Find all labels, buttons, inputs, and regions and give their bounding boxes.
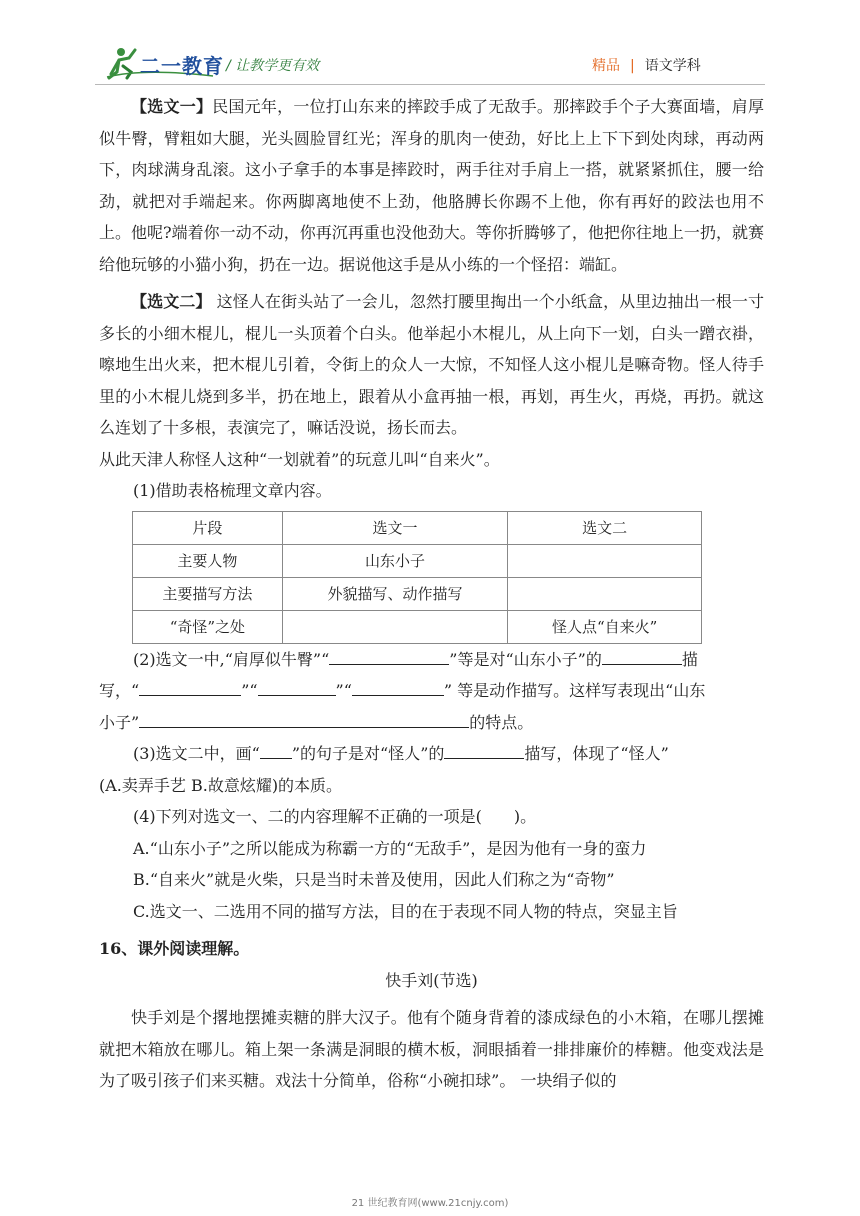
article-line: 快手刘是个撂地摆摊卖糖的胖大汉子。他有个随身背着的漆成绿色的小木箱，在哪 — [131, 1008, 716, 1027]
question-2-text: 小子” — [99, 712, 140, 732]
passage-two — [99, 286, 764, 444]
answer-blank[interactable] — [139, 709, 469, 728]
option-b[interactable]: B.“自来火”就是火柴，只是当时未普及使用，因此人们称之为“奇物” — [133, 870, 615, 889]
article-line: 他变戏法是为了吸引孩子们来买糖。戏法十分简单，俗称“小碗扣球”。 一块绢子似的 — [99, 1039, 764, 1090]
question-4: (4)下列对选文一、二的内容理解不正确的一项是( )。 — [133, 807, 537, 826]
table-cell: 外貌描写、动作描写 — [282, 577, 508, 610]
table-row — [133, 544, 702, 577]
question-1: (1)借助表格梳理文章内容。 — [133, 481, 332, 500]
passage-two-line: 根一寸多长的小细木棍儿，棍儿一头顶着个白头。他举起小木棍儿，从上向下一划，白 — [99, 292, 764, 343]
question-3-line-2: (A.卖弄手艺 B.故意炫耀)的本质。 — [99, 775, 343, 795]
article-title: 快手刘(节选) — [385, 970, 478, 990]
passage-two-line: 这怪人在街头站了一会儿，忽然打腰里掏出一个小纸盒，从里边抽出一 — [211, 292, 716, 311]
answer-blank[interactable] — [329, 646, 449, 665]
subject-label: 语文学科 — [644, 58, 701, 74]
question-2-text: 的特点。 — [469, 712, 534, 732]
question-2-text: ”“ — [241, 681, 258, 700]
table-header-cell: 选文一 — [282, 511, 508, 544]
passage-one-line: 肩厚似牛臀，臂粗如大腿，光头圆脸冒红光；浑身的肌肉一使劲，好比上上下下到处肉 — [99, 97, 764, 148]
passage-two-line: 头一蹭衣褂，嚓地生出火来，把木棍儿引着，令街上的众人一大惊，不知怪人这小棍儿 — [99, 323, 764, 374]
passage-one-line: 球，再动两下，肉球满身乱滚。这小子拿手的本事是摔跤时，两手往对手肩上一搭，就 — [99, 128, 764, 179]
passage-two-line: 再生火，再烧，再扔。就这么连划了十多根，表演完了，嘛话没说，扬长而去。 — [99, 386, 764, 437]
question-3-text: 描写，体现了“怪人” — [524, 744, 669, 763]
passage-two-last-line: 从此天津人称怪人这种“一划就着”的玩意儿叫“自来火”。 — [99, 449, 500, 469]
table-row — [133, 610, 702, 643]
option-c[interactable]: C.选文一、二选用不同的描写方法，目的在于表现不同人物的特点，突显主旨 — [133, 901, 678, 921]
answer-blank[interactable] — [260, 740, 292, 759]
question-2-line-3 — [99, 707, 764, 739]
table-cell: 山东小子 — [282, 544, 508, 577]
table-cell: 怪人点“自来火” — [508, 610, 702, 643]
question-3 — [99, 738, 764, 770]
passage-one — [99, 91, 764, 280]
table-answer-cell[interactable] — [508, 544, 702, 577]
header-subject — [592, 55, 701, 75]
table-cell: 主要人物 — [133, 544, 283, 577]
table-cell: 主要描写方法 — [133, 577, 283, 610]
article-line: 儿摆摊就把木箱放在哪儿。箱上架一条满是洞眼的横木板，洞眼插着一排排廉价的棒糖。 — [99, 1008, 764, 1059]
page-footer: 21 世纪教育网(www.21cnjy.com) — [351, 1198, 509, 1209]
table-cell: “奇怪”之处 — [133, 610, 283, 643]
answer-blank[interactable] — [602, 646, 682, 665]
passage-one-tag: 【选文一】 — [131, 97, 213, 116]
question-2-text: ”等是对“山东小子”的 — [449, 649, 602, 669]
table-header-row — [133, 511, 702, 544]
passage-two-tag: 【选文二】 — [131, 292, 212, 311]
page-header — [0, 0, 860, 92]
table-row — [133, 577, 702, 610]
question-2-line-2 — [99, 675, 764, 707]
question-2-text: 写，“ — [99, 681, 140, 700]
question-2-text: (2)选文一中,“肩厚似牛臀”“ — [133, 649, 330, 669]
passage-two-line: 是嘛奇物。怪人待手里的小木棍儿烧到多半，扔在地上，跟着从小盒再抽一根，再划， — [99, 355, 764, 406]
article-paragraph — [99, 1002, 764, 1097]
table-answer-cell[interactable] — [282, 610, 508, 643]
passage-one-line: 民国元年，一位打山东来的摔跤手成了无敌手。那摔跤手个子大赛面墙， — [212, 97, 732, 116]
section-16-heading: 16、课外阅读理解。 — [99, 939, 250, 958]
passage-one-line: 紧紧抓住，腰一给劲，就把对手端起来。你两脚离地使不上劲，他胳膊长你踢不上他， — [99, 160, 764, 211]
question-3-text: (3)选文二中，画“ — [133, 744, 260, 763]
question-2-text: ” 等是动作描写。这样写表现出“山东 — [443, 681, 706, 700]
option-a[interactable]: A.“山东小子”之所以能成为称霸一方的“无敌手”，是因为他有一身的蛮力 — [133, 838, 647, 858]
summary-table — [132, 511, 702, 644]
passage-one-line: 你有再好的跤法也用不上。他呢?端着你一动不动，你再沉再重也没他劲大。等你折腾够 — [99, 191, 764, 242]
brand-label: 精品 — [592, 58, 620, 74]
question-2-text: ”“ — [335, 681, 352, 700]
logo-text: 二一教育 — [140, 54, 224, 78]
answer-blank[interactable] — [444, 740, 524, 759]
question-2 — [99, 644, 764, 676]
answer-blank[interactable] — [352, 677, 444, 696]
header-separator: | — [630, 58, 635, 74]
slogan: / 让教学更有效 — [226, 58, 320, 74]
passage-one-line: 一个怪招：端缸。 — [499, 254, 628, 274]
header-divider — [95, 84, 765, 85]
table-answer-cell[interactable] — [508, 577, 702, 610]
answer-blank[interactable] — [139, 677, 241, 696]
passage-one-line: 了，他把你往地上一扔，就赛给他玩够的小猫小狗，扔在一边。据说他这手是从小练的 — [99, 223, 764, 274]
question-3-text: ”的句子是对“怪人”的 — [291, 744, 445, 763]
question-2-text: 描 — [681, 649, 698, 669]
table-header-cell: 片段 — [133, 511, 283, 544]
answer-blank[interactable] — [258, 677, 336, 696]
table-header-cell: 选文二 — [508, 511, 702, 544]
document-body — [99, 91, 764, 1097]
